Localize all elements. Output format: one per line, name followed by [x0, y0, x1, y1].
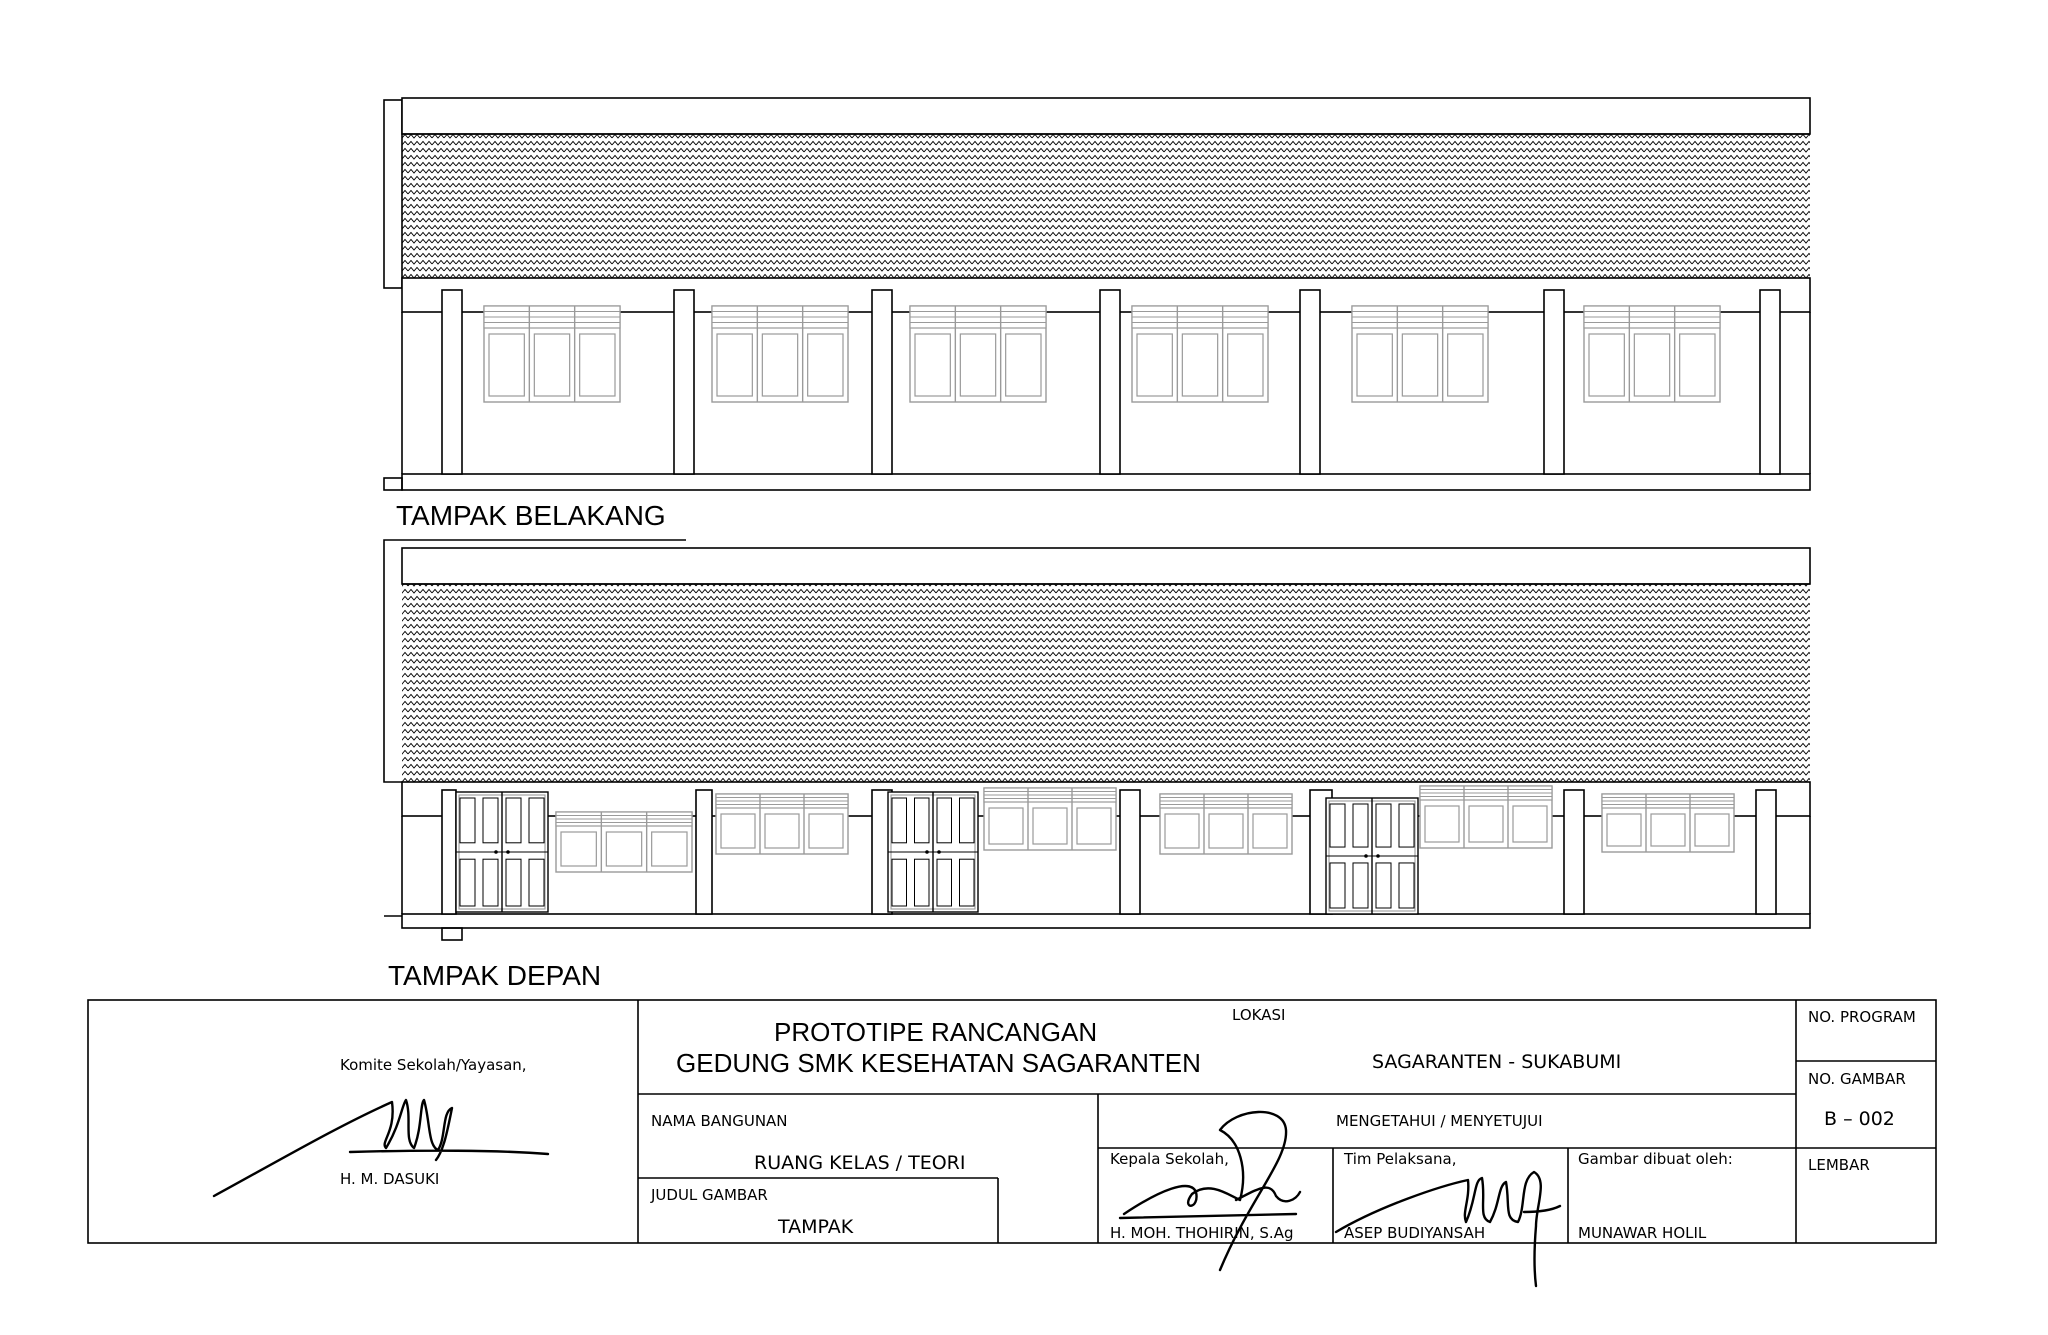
window: [1132, 306, 1268, 402]
door-handle: [506, 850, 510, 854]
drawing-number-value: B – 002: [1824, 1108, 1895, 1130]
rear-elevation: [384, 98, 1810, 490]
window: [910, 306, 1046, 402]
door-handle: [494, 850, 498, 854]
window: [1602, 794, 1734, 852]
drafter-name: MUNAWAR HOLIL: [1578, 1224, 1707, 1242]
column: [1564, 790, 1584, 914]
entry-step: [442, 928, 462, 940]
window: [1160, 794, 1292, 854]
door-handle: [1364, 854, 1368, 858]
column: [442, 290, 462, 474]
double-door: [888, 792, 978, 912]
location-value: SAGARANTEN - SUKABUMI: [1372, 1051, 1622, 1073]
window: [1420, 786, 1552, 848]
roof-tiles: [402, 134, 1810, 278]
drawing-title-label: JUDUL GAMBAR: [651, 1186, 768, 1204]
column: [1100, 290, 1120, 474]
roof-fascia: [402, 98, 1810, 134]
front-elevation-title: TAMPAK DEPAN: [388, 960, 602, 991]
window: [712, 306, 848, 402]
plinth-step: [384, 478, 402, 490]
program-number-label: NO. PROGRAM: [1808, 1008, 1916, 1026]
column: [1544, 290, 1564, 474]
door-handle: [1376, 854, 1380, 858]
roof-fascia: [402, 548, 1810, 584]
column: [674, 290, 694, 474]
floor-plinth: [402, 914, 1810, 928]
column: [442, 790, 456, 914]
column: [1120, 790, 1140, 914]
column: [1756, 790, 1776, 914]
signature-principal: [1120, 1112, 1300, 1270]
sheet-label: LEMBAR: [1808, 1156, 1870, 1174]
roof-tiles: [402, 584, 1810, 782]
floor-plinth: [402, 474, 1810, 490]
double-door: [456, 792, 548, 912]
column: [696, 790, 712, 914]
window: [716, 794, 848, 854]
window: [484, 306, 620, 402]
committee-name: H. M. DASUKI: [340, 1170, 440, 1188]
double-door: [1326, 798, 1418, 914]
gable-edge: [384, 100, 402, 288]
window: [1584, 306, 1720, 402]
drawing-number-label: NO. GAMBAR: [1808, 1070, 1906, 1088]
rear-elevation-title: TAMPAK BELAKANG: [396, 500, 666, 531]
approval-label: MENGETAHUI / MENYETUJUI: [1336, 1112, 1543, 1130]
column: [1300, 290, 1320, 474]
principal-label: Kepala Sekolah,: [1110, 1150, 1229, 1168]
door-handle: [937, 850, 941, 854]
team-label: Tim Pelaksana,: [1344, 1150, 1457, 1168]
drafter-label: Gambar dibuat oleh:: [1578, 1150, 1733, 1168]
project-title-line2: GEDUNG SMK KESEHATAN SAGARANTEN: [676, 1048, 1201, 1078]
committee-label: Komite Sekolah/Yayasan,: [340, 1056, 527, 1074]
column: [872, 290, 892, 474]
rear-columns: [442, 290, 1780, 474]
principal-name: H. MOH. THOHIRIN, S.Ag: [1110, 1224, 1294, 1242]
window: [1352, 306, 1488, 402]
drawing-title-value: TAMPAK: [778, 1216, 854, 1238]
window: [556, 812, 692, 872]
door-handle: [925, 850, 929, 854]
location-label: LOKASI: [1232, 1006, 1286, 1024]
building-name-value: RUANG KELAS / TEORI: [754, 1152, 966, 1174]
building-name-label: NAMA BANGUNAN: [651, 1112, 788, 1130]
column: [1760, 290, 1780, 474]
front-elevation: [384, 540, 1810, 940]
team-name: ASEP BUDIYANSAH: [1344, 1224, 1486, 1242]
project-title-line1: PROTOTIPE RANCANGAN: [774, 1017, 1098, 1047]
window: [984, 788, 1116, 850]
